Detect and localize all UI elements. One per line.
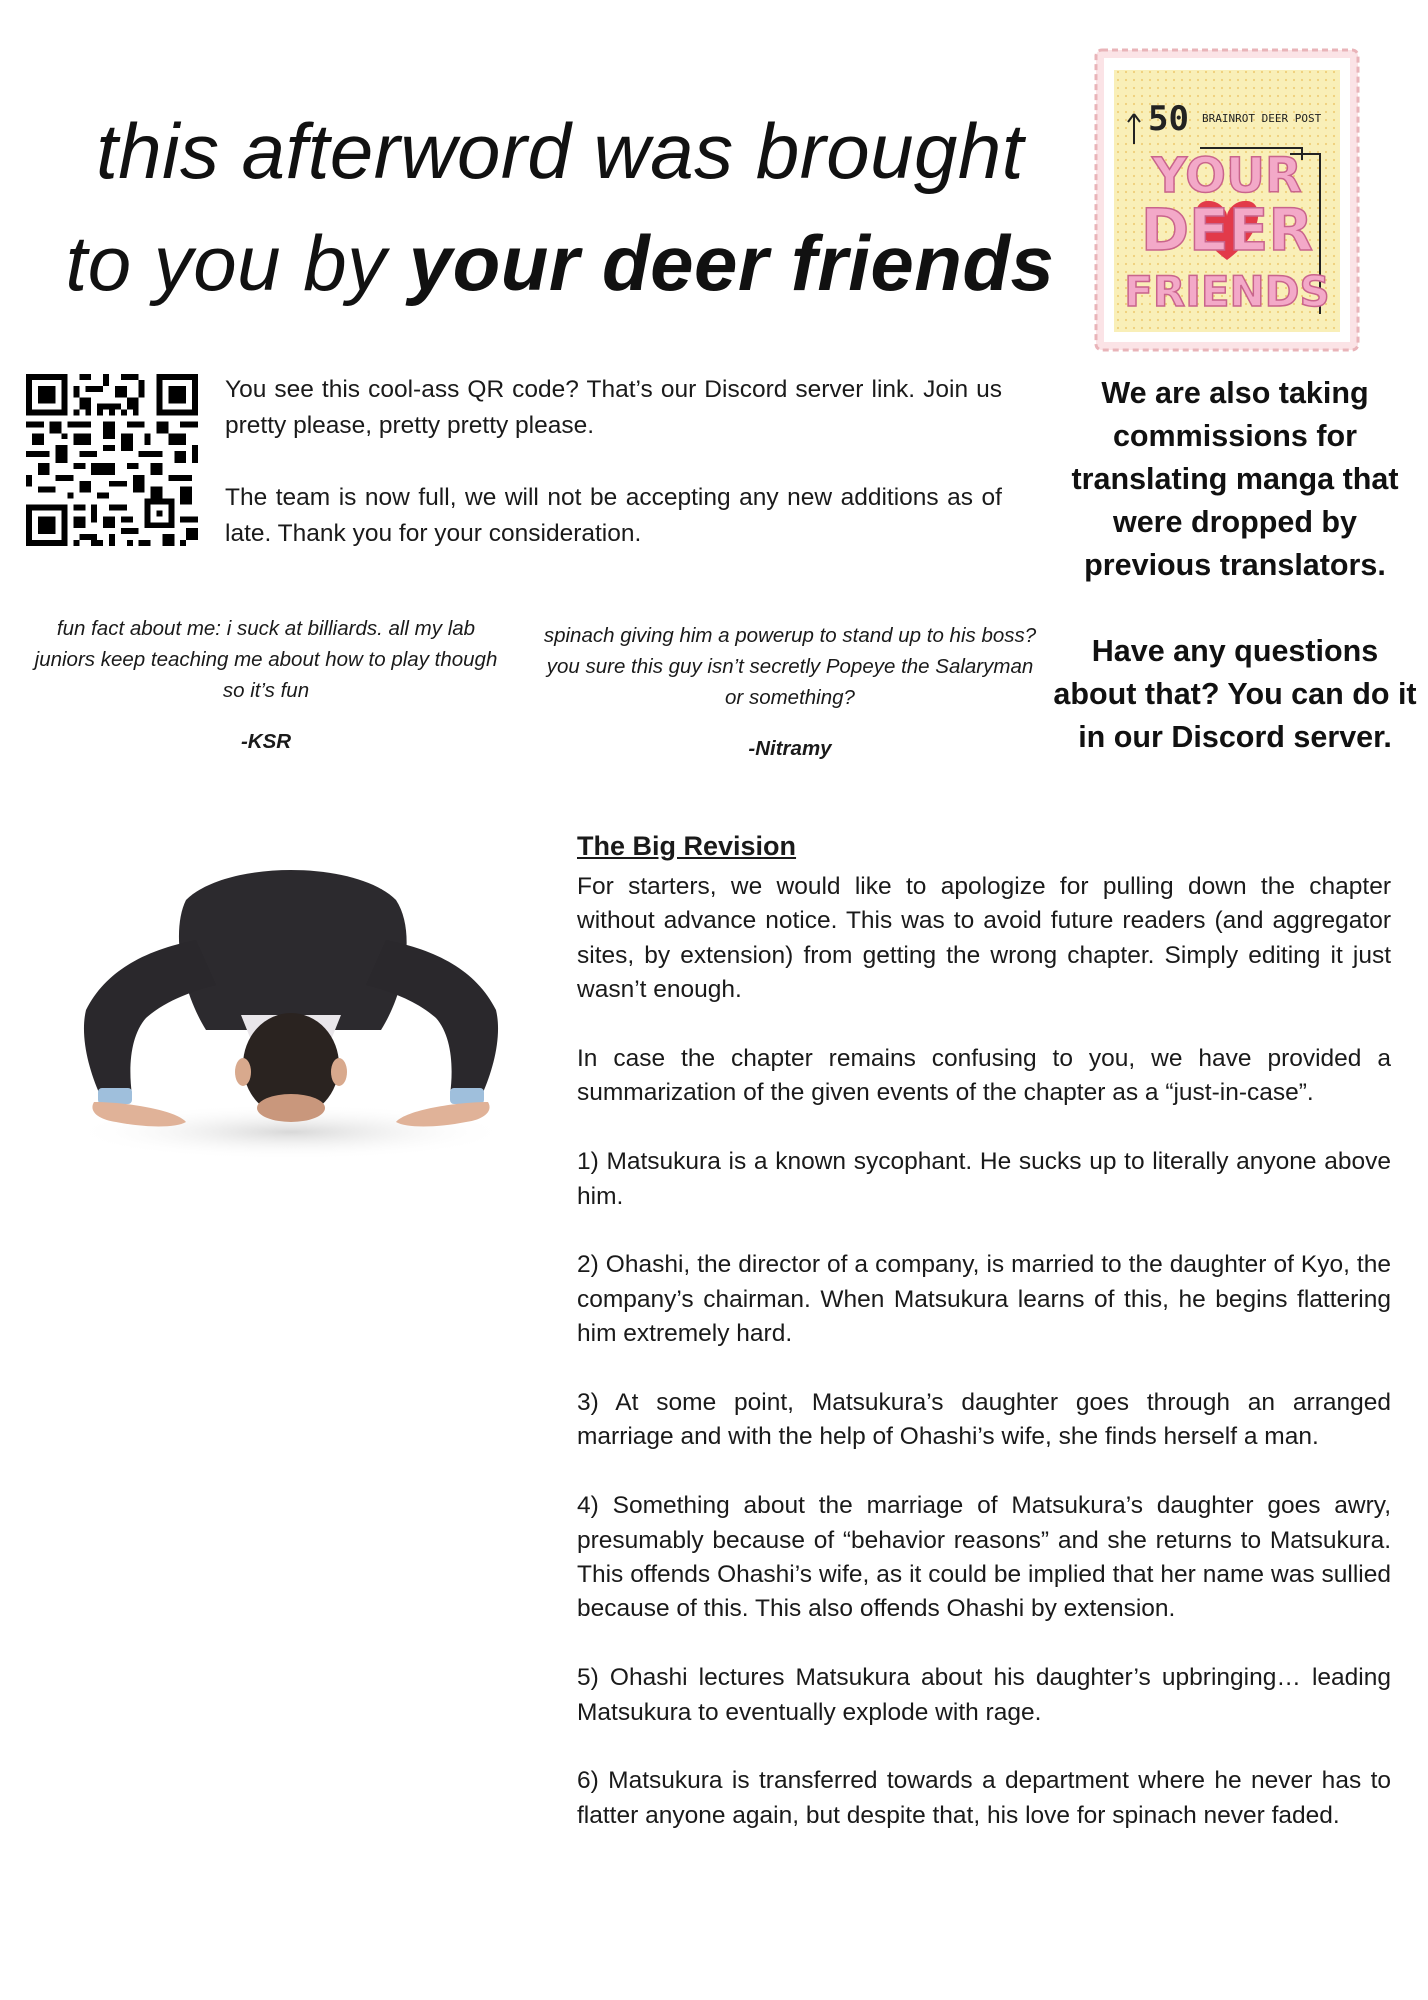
revision-paragraph: 4) Something about the marriage of Matsukura’s daughter goes awry, presumably because of “behavior reasons” and she returns to Matsukura. This offends Ohashi’s wife, as it could be implied that her name was sullied because of this. This also offends Ohashi by extension. [577,1492,1391,1623]
quote-signature: -KSR [240,730,292,753]
title-line-2 [40,207,1080,319]
revision-paragraph: In case the chapter remains confusing to you, we have provided a summarization of the given events of the chapter as a “just-in-case”. [577,1045,1391,1107]
commissions-notice [1050,372,1420,802]
revision-paragraph: 6) Matsukura is transferred towards a department where he never has to flatter anyone again, but despite that, his love for spinach never faded. [577,1767,1391,1829]
stamp-line-deer: DEER [1140,196,1314,264]
commissions-paragraph-1: We are also taking commissions for translating manga that were dropped by previous translators. [1071,376,1399,582]
discord-paragraph-1: You see this cool-ass QR code? That’s our Discord server link. Join us pretty please, pretty pretty please. [225,376,1002,439]
title-line-2-bold: your deer friends [408,219,1055,307]
quote-nitramy [540,620,1040,764]
revision-paragraph: For starters, we would like to apologize for pulling down the chapter without advance notice. This was to avoid future readers (and aggregator sites, by extension) from getting the wrong chapter. Simply editing it just wasn’t enough. [577,873,1391,1004]
quote-text: fun fact about me: i suck at billiards. all my lab juniors keep teaching me about how to play though so it’s fun [34,617,498,702]
quote-signature: -Nitramy [748,737,832,760]
section-heading: The Big Revision [577,831,797,861]
revision-paragraph: 1) Matsukura is a known sycophant. He sucks up to literally anyone above him. [577,1148,1391,1210]
title-line-2-prefix: to you by [65,219,409,307]
quote-ksr [26,613,506,757]
discord-paragraph-2: The team is now full, we will not be accepting any new additions as of late. Thank you for your consideration. [225,484,1002,547]
stamp-line-friends: FRIENDS [1124,267,1330,316]
discord-info [225,372,1002,588]
revision-paragraph: 3) At some point, Matsukura’s daughter goes through an arranged marriage and with the help of Ohashi’s wife, she finds herself a man. [577,1389,1391,1451]
stamp-number: 50 [1148,99,1189,139]
discord-qr-code[interactable] [26,374,198,546]
big-revision-section [577,828,1391,1868]
afterword-title [40,95,1080,319]
revision-paragraph: 5) Ohashi lectures Matsukura about his daughter’s upbringing… leading Matsukura to eventually explode with rage. [577,1664,1391,1726]
stamp-line-your: YOUR [1152,148,1302,204]
commissions-paragraph-2: Have any questions about that? You can do it in our Discord server. [1053,634,1417,754]
deer-friends-stamp-logo [1090,44,1364,356]
quote-text: spinach giving him a powerup to stand up to his boss? you sure this guy isn’t secretly Popeye the Salaryman or something? [543,624,1037,709]
revision-paragraph: 2) Ohashi, the director of a company, is married to the daughter of Kyo, the company’s chairman. When Matsukura learns of this, he begins flattering him extremely hard. [577,1251,1391,1348]
stamp-caption: BRAINROT DEER POST [1202,112,1322,125]
bowing-salaryman-image [36,840,536,1192]
title-line-1: this afterword was brought [96,107,1024,195]
